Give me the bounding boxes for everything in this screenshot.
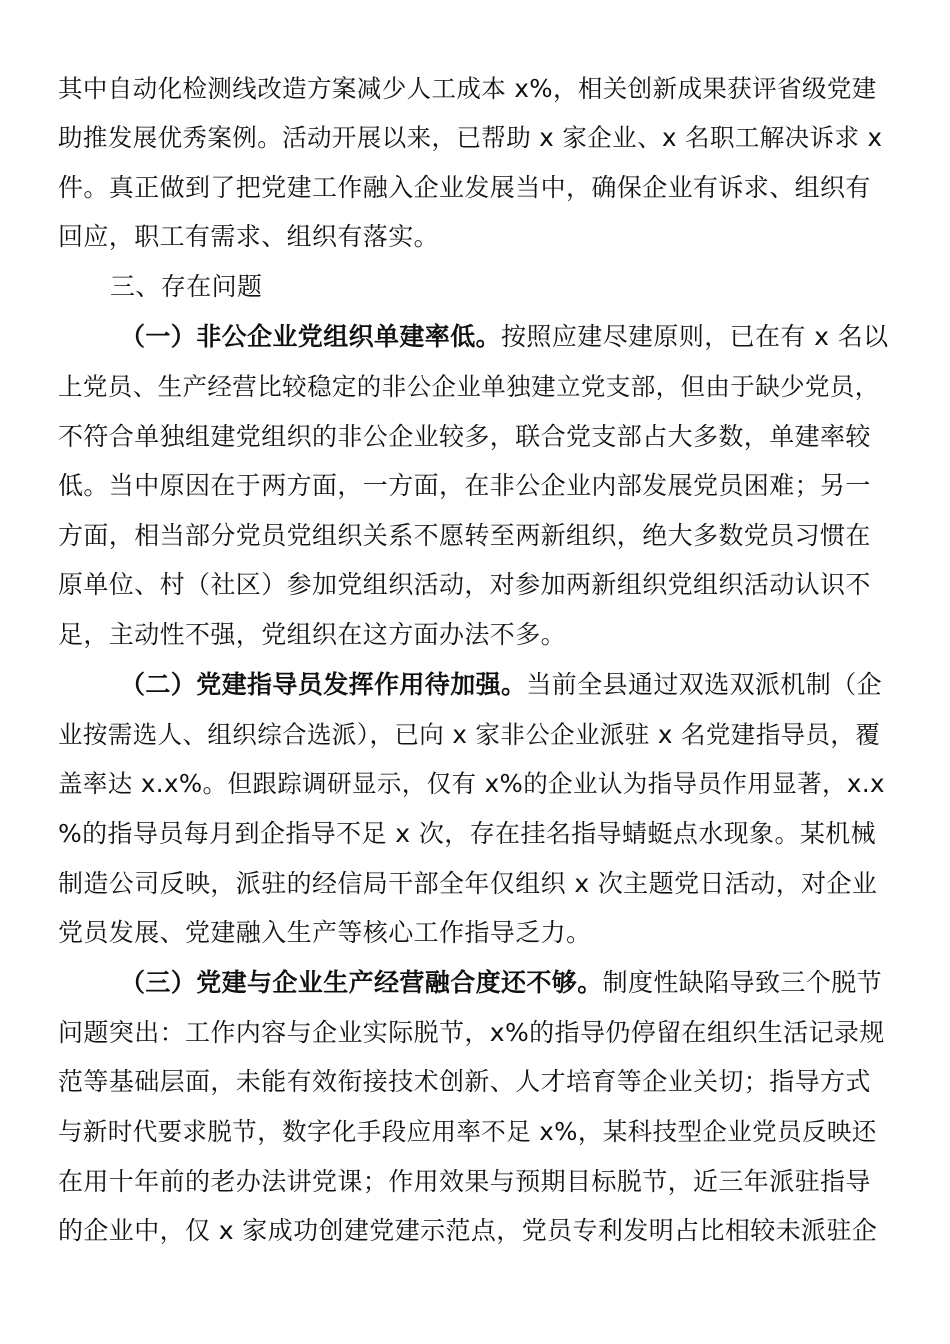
- paragraph-line: 盖率达 x.x%。但跟踪调研显示，仅有 x%的企业认为指导员作用显著，x.x: [58, 769, 885, 798]
- paragraph-line: 件。真正做到了把党建工作融入企业发展当中，确保企业有诉求、组织有: [58, 173, 871, 202]
- paragraph-line: 低。当中原因在于两方面，一方面，在非公企业内部发展党员困难；另一: [58, 471, 871, 500]
- paragraph-line: （一）非公企业党组织单建率低。按照应建尽建原则，已在有 x 名以: [120, 322, 889, 351]
- paragraph-line: 其中自动化检测线改造方案减少人工成本 x%，相关创新成果获评省级党建: [58, 74, 877, 103]
- paragraph-line: 助推发展优秀案例。活动开展以来，已帮助 x 家企业、x 名职工解决诉求 x: [58, 123, 883, 152]
- paragraph-line: 的企业中，仅 x 家成功创建党建示范点，党员专利发明占比相较未派驻企: [58, 1216, 878, 1245]
- subheading-2: （二）党建指导员发挥作用待加强。: [120, 670, 527, 699]
- paragraph-line: 与新时代要求脱节，数字化手段应用率不足 x%，某科技型企业党员反映还: [58, 1117, 877, 1146]
- paragraph-line: 在用十年前的老办法讲党课；作用效果与预期目标脱节，近三年派驻指导: [58, 1167, 871, 1196]
- subheading-1: （一）非公企业党组织单建率低。: [120, 322, 502, 351]
- paragraph-line: 回应，职工有需求、组织有落实。: [58, 222, 440, 251]
- paragraph-line: 方面，相当部分党员党组织关系不愿转至两新组织，绝大多数党员习惯在: [58, 521, 871, 550]
- paragraph-line: 制造公司反映，派驻的经信局干部全年仅组织 x 次主题党日活动，对企业: [58, 869, 878, 898]
- subheading-3: （三）党建与企业生产经营融合度还不够。: [120, 968, 603, 997]
- paragraph-line: 党员发展、党建融入生产等核心工作指导乏力。: [58, 918, 592, 947]
- paragraph-line: 上党员、生产经营比较稳定的非公企业单独建立党支部，但由于缺少党员，: [58, 372, 880, 401]
- paragraph-line: 足，主动性不强，党组织在这方面办法不多。: [58, 620, 567, 649]
- paragraph-line: 范等基础层面，未能有效衔接技术创新、人才培育等企业关切；指导方式: [58, 1067, 871, 1096]
- paragraph-line: 问题突出：工作内容与企业实际脱节，x%的指导仍停留在组织生活记录规: [58, 1018, 885, 1047]
- section-heading: 三、存在问题: [110, 272, 263, 301]
- paragraph-line: %的指导员每月到企指导不足 x 次，存在挂名指导蜻蜓点水现象。某机械: [58, 819, 877, 848]
- paragraph-line: 原单位、村（社区）参加党组织活动，对参加两新组织党组织活动认识不: [58, 570, 871, 599]
- paragraph-line: （三）党建与企业生产经营融合度还不够。制度性缺陷导致三个脱节: [120, 968, 883, 997]
- paragraph-line: 业按需选人、组织综合选派），已向 x 家非公企业派驻 x 名党建指导员，覆: [58, 720, 881, 749]
- paragraph-line: 不符合单独组建党组织的非公企业较多，联合党支部占大多数，单建率较: [58, 422, 871, 451]
- paragraph-line: （二）党建指导员发挥作用待加强。当前全县通过双选双派机制（企: [120, 670, 883, 699]
